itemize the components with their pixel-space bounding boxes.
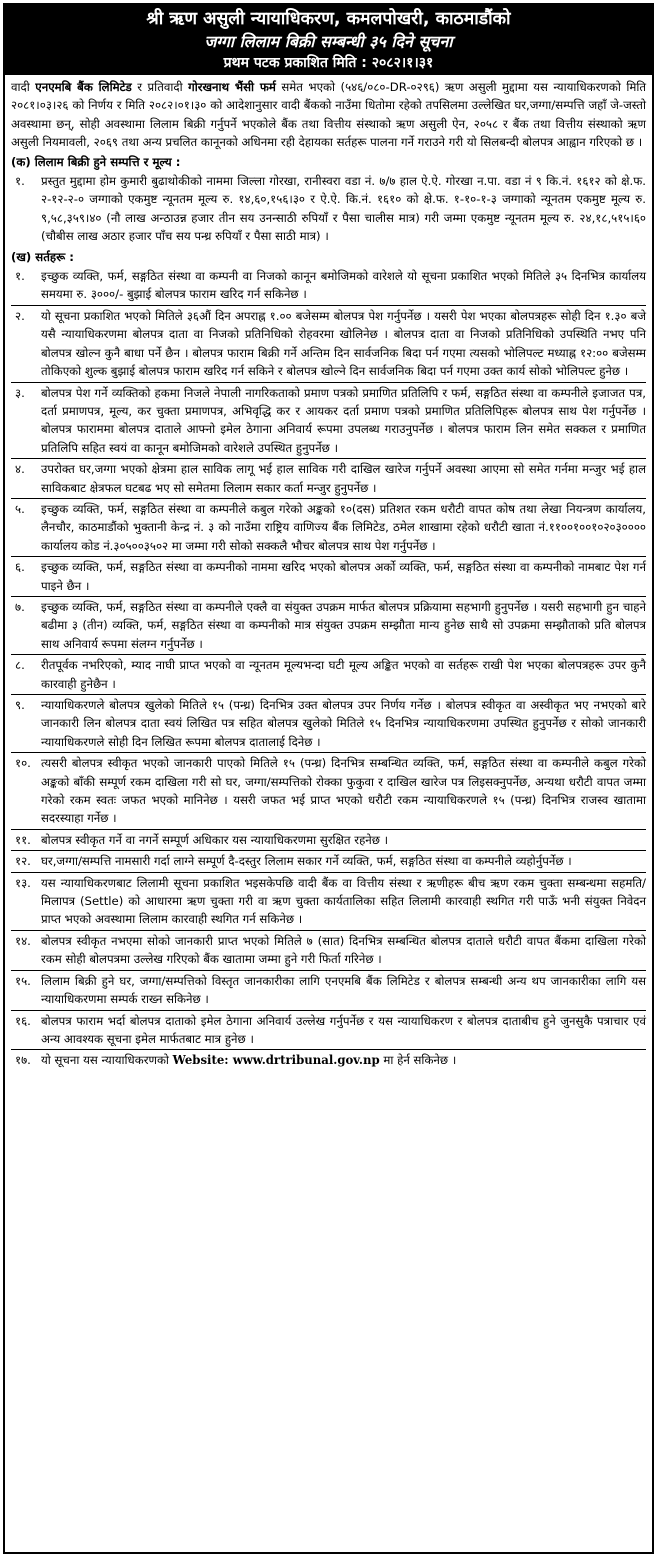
section-kha-list	[11, 266, 646, 1071]
intro-rest: समेत भएको (५४६/०८०-DR-०२९६) ऋण असुली मुद्दामा यस न्यायाधिकरणको मिति २०८१।०३।२६ को निर्णय र मिति २०८२।०१।३० को आदेशानुसार वादी बैंकको नाउँमा धितोमा रहेको तपसिलमा उल्लेखित घर,जग्गा/सम्पत्ति जहाँ जे-जस्तो अवस्थामा छन्, सोही अवस्थामा लिलाम बिक्री गर्नुपर्ने भएकोले बैंक तथा वित्तीय संस्थाको ऋण असुली ऐन, २०५८ र बैंक तथा वित्तीय संस्थाको ऋण असुली नियमावली, २०६९ तथा अन्य प्रचलित कानूनको अधिनमा रही देहायका सर्तहरू पालना गर्ने गराउने गरी यो सिलबन्दी बोलपत्र आह्वान गरिएको छ ।	[11, 80, 647, 150]
list-item	[11, 459, 646, 499]
item-text: बोलपत्र पेश गर्ने व्यक्तिको हकमा निजले नेपाली नागरिकताको प्रमाण पत्रको प्रमाणित प्रतिलिपि र फर्म, सङ्गठित संस्था वा कम्पनीले इजाजत पत्र, दर्ता प्रमाणपत्र, मूल्य, कर चुक्ता प्रमाणपत्र, अभिवृद्धि कर र आयकर दर्ता प्रमाण पत्रको प्रमाणित प्रतिलिपिहरू बोलपत्र साथ पेश गर्नुपर्नेछ । बोलपत्र फाराममा बोलपत्र दाताले आफ्नो इमेल ठेगाना अनिवार्य रूपमा उपलब्ध गराउनुपर्नेछ । बोलपत्र फाराम लिन समेत सक्कल र प्रमाणित प्रतिलिपि सहित स्वयं वा कानून बमोजिमको वारेशले उपस्थित हुनुपर्नेछ ।	[41, 385, 646, 455]
list-item	[11, 597, 646, 655]
item-number: ३.	[15, 385, 25, 400]
item-text: उपरोक्त घर,जग्गा भएको क्षेत्रमा हाल साविक लागू भई हाल साविक गरी दाखिल खारेज गर्नुपर्ने अवस्था आएमा सो समेत गर्नमा मन्जुर भई हाल साविकबाट क्षेत्रफल घटबढ भए सो समेतमा लिलाम सकार कर्ता मन्जुर हुनुपर्नेछ ।	[41, 462, 646, 495]
item-number: १३.	[15, 875, 31, 890]
item-text: यस न्यायाधिकरणबाट लिलामी सूचना प्रकाशित भइसकेपछि वादी बैंक वा वित्तीय संस्था र ऋणीहरू बीच ऋण रकम चुक्ता सम्बन्धमा सहमति/मिलापत्र (Settle) को आधारमा ऋण चुक्ता गरी वा ऋण चुक्ता कार्यतालिका सहित लिलामी कारवाही स्थगित गरी पाऊँ भनी संयुक्त निवेदन प्राप्त भएको अवस्थामा लिलाम कारवाही स्थगित गर्न सकिनेछ ।	[41, 875, 646, 927]
notice-masthead	[5, 5, 652, 75]
list-item	[11, 753, 646, 830]
legal-notice	[3, 3, 654, 1554]
defendant-name: गोरखनाथ भैंसी फर्म	[188, 80, 276, 94]
item-number: १५.	[15, 973, 31, 988]
item-number: ६.	[15, 560, 25, 575]
item-number: ११.	[15, 832, 31, 847]
item-number: २.	[15, 308, 25, 323]
item-text: घर,जग्गा/सम्पत्ति नामसारी गर्दा लाग्ने सम्पूर्ण दै-दस्तुर लिलाम सकार गर्ने व्यक्ति, फर्म, सङ्गठित संस्था वा कम्पनीले व्यहोर्नुपर्नेछ ।	[41, 854, 572, 869]
website-suffix: मा हेर्न सकिनेछ ।	[383, 1053, 457, 1068]
list-item	[11, 1011, 646, 1051]
section-ka-list	[11, 171, 646, 247]
court-name: श्री ऋण असुली न्यायाधिकरण, कमलपोखरी, काठमाडौंको	[146, 9, 511, 29]
item-text	[41, 1051, 646, 1069]
item-text: लिलाम बिक्री हुने घर, जग्गा/सम्पत्तिको विस्तृत जानकारीका लागि एनएमबि बैंक लिमिटेड र बोलपत्र सम्बन्धी अन्य थप जानकारीका लागि यस न्यायाधिकरणमा सम्पर्क राख्न सकिनेछ ।	[41, 973, 646, 1007]
item-text: इच्छुक व्यक्ति, फर्म, सङ्गठित संस्था वा कम्पनीको नाममा खरिद भएको बोलपत्र अर्को व्यक्ति, फर्म, सङ्गठित संस्था वा कम्पनीको नामबाट पेश गर्न पाइने छैन ।	[41, 560, 646, 593]
item-number: १.	[15, 174, 25, 189]
item-number: १.	[15, 269, 25, 284]
item-text: बोलपत्र फाराम भर्दा बोलपत्र दाताको इमेल ठेगाना अनिवार्य उल्लेख गर्नुपर्नेछ र यस न्यायाधिकरण र बोलपत्र दाताबीच हुने जुनसुकै पत्राचार एवं अन्य आवश्यक सूचना इमेल मार्फतबाट मात्र हुनेछ ।	[41, 1013, 646, 1046]
website-prefix: यो सूचना यस न्यायाधिकरणको	[41, 1053, 169, 1068]
list-item	[11, 931, 646, 971]
intro-prefix: वादी	[11, 80, 30, 94]
item-text: यो सूचना प्रकाशित भएको मितिले ३६औं दिन अपराह्न १.०० बजेसम्म बोलपत्र पेश गर्नुपर्नेछ । यसरी पेश भएका बोलपत्रहरू सोही दिन १.३० बजे यसै न्यायाधिकरणमा बोलपत्र दाता वा निजको प्रतिनिधिको रोहवरमा खोलिनेछ । बोलपत्र दाता वा निजको प्रतिनिधिको उपस्थिति नभए पनि बोलपत्र खोल्न कुनै बाधा पर्ने छैन । बोलपत्र फाराम बिक्री गर्ने अन्तिम दिन सार्वजनिक बिदा पर्न गएमा त्यसको भोलिपल्ट मध्याह्न १२:०० बजेसम्म तोकिएको शुल्क बुझाई बोलपत्र फाराम खरिद गर्न सकिने र बोलपत्र खोल्ने दिन सार्वजनिक बिदा पर्न गएमा उक्त कार्य सोको भोलिपल्ट हुनेछ ।	[41, 308, 646, 379]
item-number: १४.	[15, 933, 31, 948]
item-number: ८.	[15, 658, 25, 673]
item-text: बोलपत्र स्वीकृत नभएमा सोको जानकारी प्राप्त भएको मितिले ७ (सात) दिनभित्र सम्बन्धित बोलपत्र दाताले धरौटी वापत बैंकमा दाखिला गरेको रकम सोही बोलपत्रमा उल्लेख गरिएको बैंक खातामा जम्मा हुने गरी फिर्ता गरिनेछ ।	[41, 933, 646, 967]
list-item	[11, 851, 646, 872]
list-item	[11, 306, 646, 383]
item-number: ५.	[15, 501, 25, 516]
list-item	[11, 266, 646, 306]
item-number: १२.	[15, 854, 31, 869]
section-kha-heading: (ख) सर्तहरू :	[11, 249, 74, 264]
list-item	[11, 873, 646, 931]
website-link[interactable]: Website: www.drtribunal.gov.np	[172, 1053, 380, 1068]
section-ka-heading: (क) लिलाम बिक्री हुने सम्पत्ति र मूल्य :	[11, 154, 181, 169]
item-number: १०.	[15, 756, 31, 771]
list-item	[11, 557, 646, 597]
publish-date: प्रथम पटक प्रकाशित मिति : २०८२।१।३१	[223, 55, 434, 71]
list-item	[11, 695, 646, 753]
item-text: इच्छुक व्यक्ति, फर्म, सङ्गठित संस्था वा कम्पनी वा निजको कानून बमोजिमको वारेशले यो सूचना प्रकाशित भएको मितिले ३५ दिनभित्र कार्यालय समयमा रु. ३०००/- बुझाई बोलपत्र फाराम खरिद गर्न सकिनेछ ।	[41, 269, 646, 302]
item-text: न्यायाधिकरणले बोलपत्र खुलेको मितिले १५ (पन्ध्र) दिनभित्र उक्त बोलपत्र उपर निर्णय गर्नेछ । बोलपत्र स्वीकृत वा अस्वीकृत भए नभएको बारे जानकारी लिन बोलपत्र दाता स्वयं लिखित पत्र सहित बोलपत्र खुलेको मितिले १५ दिनभित्र न्यायाधिकरणमा उपस्थित हुनुपर्नेछ र सोको जानकारी न्यायाधिकरणले सोही दिन लिखित रूपमा बोलपत्र दातालाई दिनेछ ।	[41, 698, 646, 749]
item-text: इच्छुक व्यक्ति, फर्म, सङ्गठित संस्था वा कम्पनीले कबुल गरेको अङ्कको १०(दस) प्रतिशत रकम धरौटी वापत कोष तथा लेखा नियन्त्रण कार्यालय, लैनचौर, काठमाडौंको भुक्तानी केन्द्र नं. ३ को नाउँमा राष्ट्रिय वाणिज्य बैंक लिमिटेड, ठमेल शाखामा रहेको धरौटी खाता नं.११००१००१०२०३०००० कार्यालय कोड नं.३०५००३५०२ मा जम्मा गरी सोको सक्कलै भौचर बोलपत्र साथ पेश गर्नुपर्नेछ ।	[41, 501, 646, 553]
list-item	[11, 1050, 646, 1070]
list-item	[11, 655, 646, 695]
list-item	[11, 499, 646, 557]
item-text: त्यसरी बोलपत्र स्वीकृत भएको जानकारी पाएको मितिले १५ (पन्ध्र) दिनभित्र सम्बन्धित व्यक्ति, फर्म, सङ्गठित संस्था वा कम्पनीले कबुल गरेको अङ्कको बाँकी सम्पूर्ण रकम दाखिला गरी सो घर, जग्गा/सम्पत्तिको रोक्का फुकुवा र दाखिल खारेज पत्र लिइसक्नुपर्नेछ, अन्यथा धरौटी वापत जम्मा गरेको रकम स्वतः जफत भएको मानिनेछ । यसरी जफत भई प्राप्त भएको धरौटी रकम न्यायाधिकरणले १५ (पन्ध्र) दिनभित्र राजस्व खातामा सदरस्याहा गर्नेछ ।	[41, 756, 646, 826]
intro-paragraph	[11, 78, 646, 152]
item-text: बोलपत्र स्वीकृत गर्ने वा नगर्ने सम्पूर्ण अधिकार यस न्यायाधिकरणमा सुरक्षित रहनेछ ।	[41, 832, 389, 847]
item-number: १७.	[15, 1053, 31, 1068]
item-text: इच्छुक व्यक्ति, फर्म, सङ्गठित संस्था वा कम्पनीले एक्लै वा संयुक्त उपक्रम मार्फत बोलपत्र प्रक्रियामा सहभागी हुनुपर्नेछ । यसरी सहभागी हुन चाहने बढीमा ३ (तीन) व्यक्ति, फर्म, सङ्गठित संस्था वा कम्पनीको मात्र संयुक्त उपक्रम सम्झौता मान्य हुनेछ साथै सो उपक्रमा सम्झौताको प्रति बोलपत्र साथ अनिवार्य रूपमा संलग्न गर्नुपर्नेछ ।	[41, 599, 646, 651]
list-item	[11, 830, 646, 851]
item-text: रीतपूर्वक नभरिएको, म्याद नाघी प्राप्त भएको वा न्यूनतम मूल्यभन्दा घटी मूल्य अङ्कित भएको वा सर्तहरू राखी पेश भएका बोलपत्रहरू उपर कुनै कारवाही हुनेछैन ।	[41, 658, 646, 691]
item-number: ९.	[15, 698, 25, 712]
item-text: प्रस्तुत मुद्दामा होम कुमारी बुढाथोकीको नाममा जिल्ला गोरखा, रानीस्वरा वडा नं. ७/७ हाल ऐ.ऐ. गोरखा न.पा. वडा नं ९ कि.नं. १६१२ को क्षे.फ. २-१२-२-० जग्गाको एकमुष्ट न्यूनतम मूल्य रु. १४,६०,१५६।३० र ऐ.ऐ. कि.नं. १६१० को क्षे.फ. १-१०-१-३ जग्गाको न्यूनतम एकमुष्ट मूल्य रु. ९,५८,३५९।४० (नौ लाख अन्ठाउन्न हजार तीन सय उनन्साठी रुपियाँ र पैसा चालीस मात्र) गरी जम्मा एकमुष्ट न्यूनतम मूल्य रु. २४,१८,५१५।६० (चौबीस लाख अठार हजार पाँच सय पन्ध्र रुपियाँ र पैसा साठी मात्र) ।	[41, 174, 646, 244]
list-item	[11, 171, 646, 247]
list-item	[11, 383, 646, 460]
notice-title: जग्गा लिलाम बिक्री सम्बन्धी ३५ दिने सूचना	[204, 32, 453, 51]
notice-body	[5, 75, 652, 1071]
intro-mid: र प्रतिवादी	[137, 80, 183, 94]
item-number: ७.	[15, 599, 25, 614]
item-number: १६.	[15, 1013, 31, 1028]
plaintiff-name: एनएमबि बैंक लिमिटेड	[35, 80, 132, 94]
item-number: ४.	[15, 462, 25, 477]
list-item	[11, 971, 646, 1011]
